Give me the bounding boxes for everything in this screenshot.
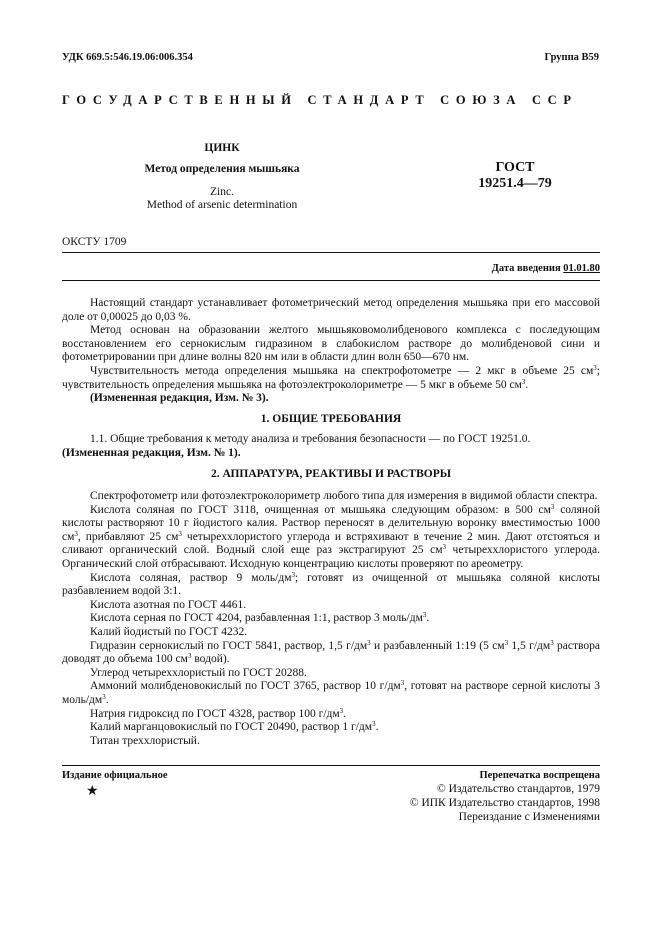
intro-edit-note: (Измененная редакция, Изм. № 3). [90,392,269,405]
reagent-carbon-tetrachloride: Углерод четыреххлористый по ГОСТ 20288. [90,666,307,679]
udk-code: УДК 669.5:546.19.06:006.354 [62,52,193,63]
english-title-line2: Method of arsenic determination [146,199,298,211]
gost-number: 19251.4—79 [478,176,552,191]
section-1-item: 1.1. Общие требования к методу анализа и требования безопасности — по ГОСТ 19251.0. [90,433,531,445]
copyright-1998: © ИПК Издательство стандартов, 1998 [409,797,600,809]
reagent-ammonium-molybdate: Аммоний молибденовокислый по ГОСТ 3765, раствор 10 $г/дм^3$, готовят на растворе серной кислоты 3 моль/$дм^3$. [62,679,600,706]
intro-block [62,297,600,406]
copyright-1979: © Издательство стандартов, 1979 [436,783,600,795]
intro-date-label: Дата введения [491,263,561,274]
reagent-nitric-acid: Кислота азотная по ГОСТ 4461. [90,598,247,611]
reagent-potassium-iodide: Калий йодистый по ГОСТ 4232. [90,625,248,638]
reagent-titanium-trichloride: Титан треххлористый. [90,734,200,747]
reagent-hydrazine-sulfate: Гидразин сернокислый по ГОСТ 5841, раствор, 1,5 $г/дм^3$ и разбавленный 1:19 (5 $см^3$ 1,5 $г/дм^3$ раствора доводят до объема 100 $см^3$ водой). [62,638,600,666]
section-1-edit-note: (Измененная редакция, Изм. № 1). [62,446,241,459]
reagent-sulfuric-acid: Кислота серная по ГОСТ 4204, разбавленная 1:1, раствор 3 моль/$дм^3$. [90,611,430,625]
doc-subtitle: Метод определения мышьяка [144,163,300,175]
reagent-spectrophotometer: Спектрофотометр или фотоэлектроколориметр любого типа для измерения в видимой области спектра. [90,490,598,502]
section-1-body [62,433,600,460]
reprint-notice: Перепечатка воспрещена [479,770,600,781]
intro-paragraph-1: Настоящий стандарт устанавливает фотометрический метод определения мышьяка при его массовой доле от 0,00025 до 0,03 %. [62,297,600,323]
intro-paragraph-2: Метод основан на образовании желтого мышьяковомолибденового комплекса с последующим восстановлением его сернокислым гидразином в слабокислом растворе до молибденовой сини и фотометрировании при длине волны 820 нм или в области длин волн 650—670 нм. [62,324,600,364]
section-2-body [62,490,600,748]
title-divider [62,252,600,253]
intro-paragraph-3: Чувствительность метода определения мышьяка на спектрофотометре — 2 мкг в объеме 25 $см^3$; чувствительность определения мышьяка на фотоэлектроколориметре — 5 мкг в объеме 50 $см^3$. [62,363,600,391]
reagent-sodium-hydroxide: Натрия гидроксид по ГОСТ 4328, раствор 100 $г/дм^3$. [90,706,347,720]
section-1-title: 1. ОБЩИЕ ТРЕБОВАНИЯ [260,413,402,425]
intro-date-value: 01.01.80 [563,263,600,274]
reagent-hcl-9mol: Кислота соляная, раствор 9 моль/$дм^3$; готовят из очищенной от мышьяка соляной кислоты разбавлением водой 3:1. [62,570,600,598]
reissue-note: Переиздание с Изменениями [458,811,600,823]
english-title-line1: Zinc. [210,186,234,198]
reagent-potassium-permanganate: Калий марганцовокислый по ГОСТ 20490, раствор 1 $г/дм^3$. [90,720,379,734]
section-2-title: 2. АППАРАТУРА, РЕАКТИВЫ И РАСТВОРЫ [210,468,452,480]
group-code: Группа В59 [544,52,599,63]
okstu-code: ОКСТУ 1709 [62,236,127,248]
doc-title: ЦИНК [204,142,240,154]
footer-divider [62,765,600,766]
date-divider [62,280,600,281]
standard-banner: ГОСУДАРСТВЕННЫЙ СТАНДАРТ СОЮЗА ССР [62,93,578,107]
intro-date [380,263,600,274]
star-icon: ★ [86,784,99,799]
official-edition: Издание официальное [62,770,168,781]
reagent-hcl-purified: Кислота соляная по ГОСТ 3118, очищенная от мышьяка следующим образом: в 500 $см^3$ соляной кислоты растворяют 10 г йодистого калия. Раствор переносят в делительную воронку вместимостью 1000 $см^3$, прибавляют 25 $см^3$ четыреххлористого углерода и встряхивают в течение 2 мин. Дают отстояться и сливают органический слой. Водный слой еще раз экстрагируют 25 $см^3$ четыреххлористого углерода. Органический слой отбрасывают. Исходную концентрацию кислоты проверяют по ареометру. [62,502,601,570]
gost-label: ГОСТ [495,160,535,175]
